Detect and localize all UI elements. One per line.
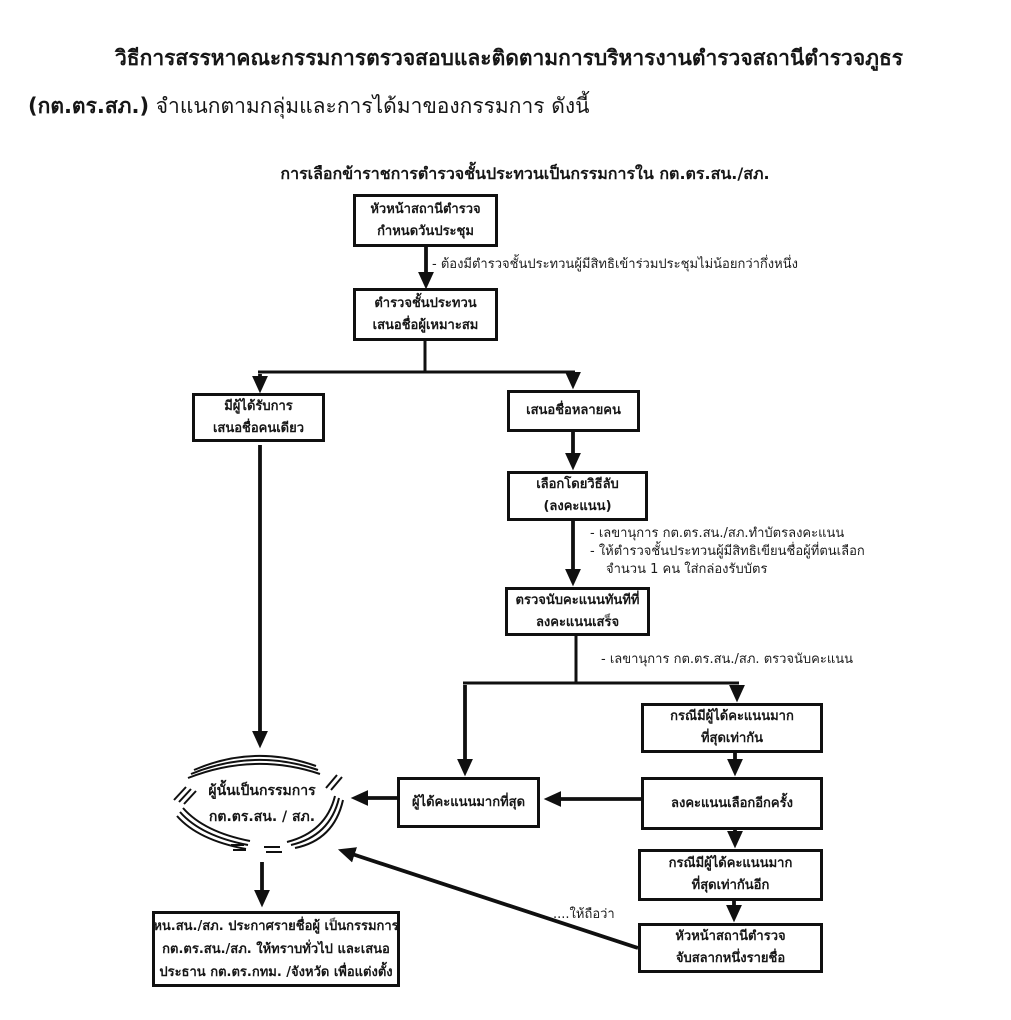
node-secret-vote-line1: เลือกโดยวิธีลับ [536,477,619,492]
node-secret-vote [507,471,648,521]
node-tie-case-line1: กรณีมีผู้ได้คะแนนมาก [670,709,794,724]
node-draw-lots [638,923,823,973]
document-title-line1: วิธีการสรรหาคณะกรรมการตรวจสอบและติดตามการบริหารงานตำรวจสถานีตำรวจภูธร [115,46,904,70]
node-tie-case-line2: ที่สุดเท่ากัน [700,731,764,746]
node-count-votes-line1: ตรวจนับคะแนนทันทีที่ [515,592,640,608]
node-revote-line1: ลงคะแนนเลือกอีกครั้ง [671,795,793,811]
node-result [172,776,352,832]
node-propose [353,288,498,341]
node-multiple-nominees [507,390,640,432]
node-draw-lots-line2: จับสลากหนึ่งรายชื่อ [675,951,786,966]
node-highest-score [397,777,540,828]
document-title-abbrev: (กต.ตร.สภ.) [28,94,150,118]
node-set-meeting-line1: หัวหน้าสถานีตำรวจ [370,201,481,217]
annotation-quorum: - ต้องมีตำรวจชั้นประทวนผู้มีสิทธิเข้าร่วมประชุมไม่น้อยกว่ากึ่งหนึ่ง [432,257,798,272]
node-announce-line1: หน.สน./สภ. ประกาศรายชื่อผู้ เป็นกรรมการ [153,918,399,934]
node-propose-line2: เสนอชื่อผู้เหมาะสม [372,317,479,333]
node-tie-again-line1: กรณีมีผู้ได้คะแนนมาก [668,856,793,871]
node-single-nominee [192,393,325,442]
node-result-line2: กต.ตร.สน. / สภ. [208,809,316,825]
node-announce-line3: ประธาน กต.ตร.กทม. /จังหวัด เพื่อแต่งตั้ง [159,964,393,980]
node-announce [152,911,400,987]
node-draw-lots-line1: หัวหน้าสถานีตำรวจ [675,929,786,944]
node-tie-again [638,849,823,901]
node-revote [641,777,823,830]
node-multiple-nominees-line1: เสนอชื่อหลายคน [526,403,621,418]
node-propose-line1: ตำรวจชั้นประทวน [374,295,477,311]
node-count-votes-line2: ลงคะแนนเสร็จ [535,614,620,630]
annotation-ballot-line2: - ให้ตำรวจชั้นประทวนผู้มีสิทธิเขียนชื่อผู้ที่ตนเลือก [590,544,865,559]
node-secret-vote-line2: (ลงคะแนน) [543,499,612,514]
node-announce-line2: กต.ตร.สน./สภ. ให้ทราบทั่วไป และเสนอ [162,941,390,957]
flowchart-title: การเลือกข้าราชการตำรวจชั้นประทวนเป็นกรรมการใน กต.ตร.สน./สภ. [280,164,770,183]
annotation-ballot-line3: จำนวน 1 คน ใส่กล่องรับบัตร [606,562,768,577]
node-tie-case [641,703,823,753]
node-result-line1: ผู้นั้นเป็นกรรมการ [208,783,316,799]
node-count-votes [505,587,650,636]
annotation-consider-as: ....ให้ถือว่า [553,907,615,922]
annotation-ballot [590,525,865,579]
node-single-nominee-line1: มีผู้ได้รับการ [224,398,293,414]
node-single-nominee-line2: เสนอชื่อคนเดียว [212,420,305,436]
branch-propose-rail [258,341,575,372]
node-highest-score-line1: ผู้ได้คะแนนมากที่สุด [411,794,526,810]
document-title-line2-rest: จำแนกตามกลุ่มและการได้มาของกรรมการ ดังนี้ [149,94,590,118]
node-set-meeting [353,194,498,247]
node-tie-again-line2: ที่สุดเท่ากันอีก [691,878,770,893]
annotation-count: - เลขานุการ กต.ตร.สน./สภ. ตรวจนับคะแนน [601,652,854,667]
node-set-meeting-line2: กำหนดวันประชุม [377,223,474,239]
annotation-ballot-line1: - เลขานุการ กต.ตร.สน./สภ.ทำบัตรลงคะแนน [590,526,845,541]
